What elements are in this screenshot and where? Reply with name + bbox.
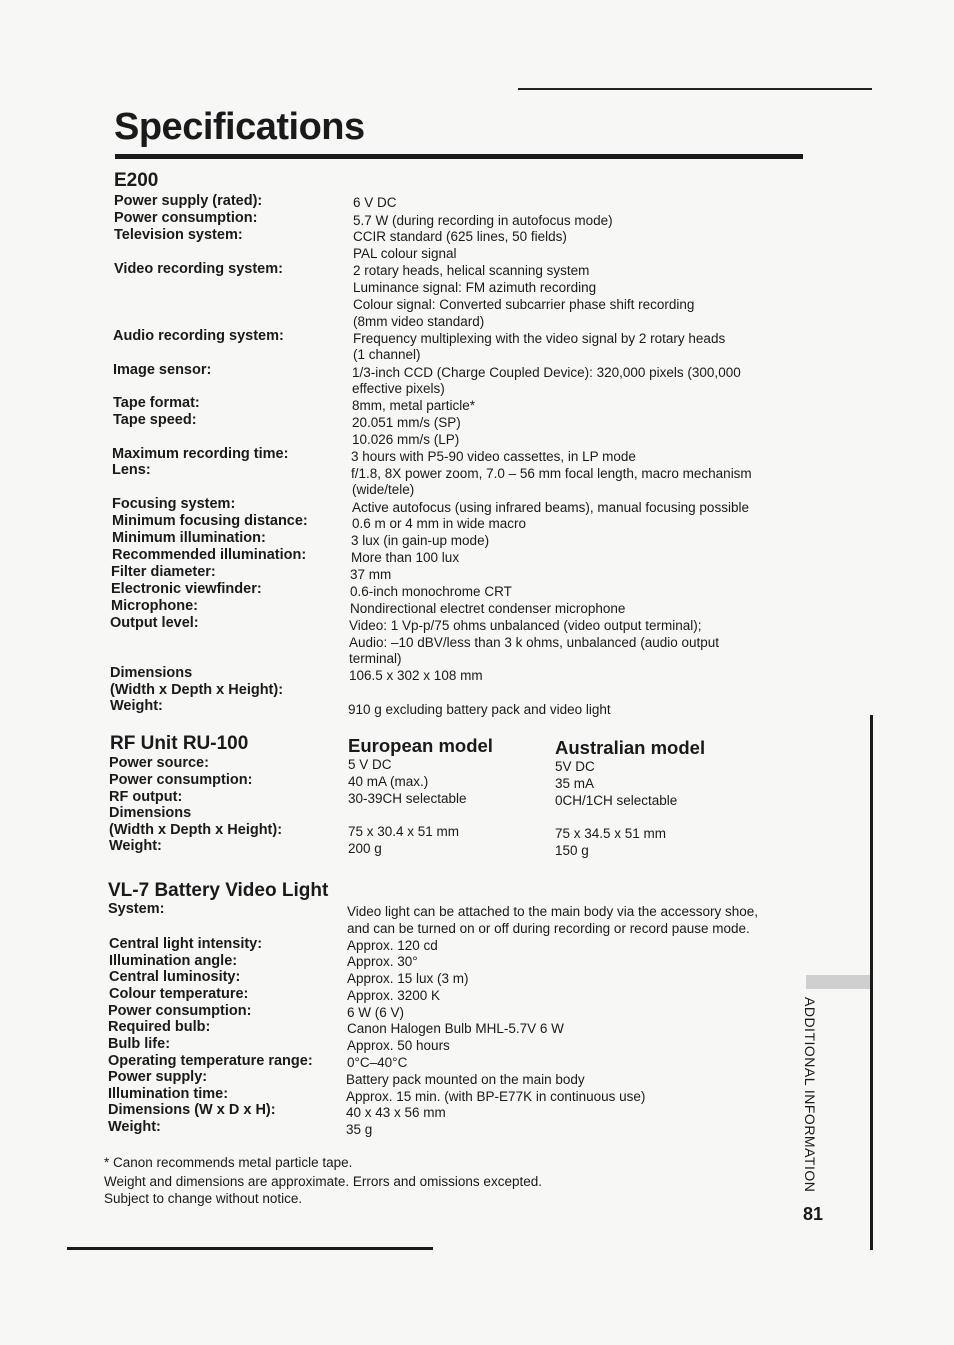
page-number: 81	[803, 1204, 824, 1224]
sidebar-rule	[870, 715, 873, 1250]
spec-label: Power consumption:	[109, 772, 253, 788]
spec-value: Luminance signal: FM azimuth recording	[353, 280, 597, 295]
spec-label: Video recording system:	[114, 261, 283, 277]
spec-value: 30-39CH selectable	[348, 791, 467, 806]
spec-value: 1/3-inch CCD (Charge Coupled Device): 320,000 pixels (300,000	[352, 365, 741, 380]
footnote: * Canon recommends metal particle tape.	[104, 1155, 353, 1170]
spec-value: More than 100 lux	[351, 550, 460, 565]
spec-value: Video: 1 Vp-p/75 ohms unbalanced (video output terminal);	[349, 618, 702, 633]
section-tab	[806, 975, 870, 989]
spec-value: Canon Halogen Bulb MHL-5.7V 6 W	[347, 1021, 564, 1036]
footnote: Weight and dimensions are approximate. Errors and omissions excepted.	[104, 1174, 542, 1189]
european-model-heading: European model	[348, 735, 493, 756]
spec-value: Approx. 15 min. (with BP-E77K in continuous use)	[346, 1089, 646, 1104]
spec-value: 150 g	[555, 843, 589, 858]
spec-label: Power supply:	[108, 1069, 208, 1085]
spec-label: Minimum illumination:	[112, 530, 266, 546]
spec-value: 10.026 mm/s (LP)	[352, 432, 460, 447]
spec-value: Frequency multiplexing with the video signal by 2 rotary heads	[353, 331, 726, 346]
spec-label: Bulb life:	[108, 1036, 171, 1052]
spec-label: Power source:	[109, 755, 209, 771]
spec-label: Central luminosity:	[109, 969, 241, 985]
bottom-rule	[67, 1247, 433, 1250]
spec-label: Tape speed:	[113, 412, 197, 428]
footnote: Subject to change without notice.	[104, 1191, 303, 1206]
spec-label: Minimum focusing distance:	[112, 513, 308, 529]
spec-value: Approx. 30°	[347, 954, 418, 969]
spec-value: 0.6-inch monochrome CRT	[350, 584, 512, 599]
spec-label: (Width x Depth x Height):	[109, 822, 283, 838]
spec-value: 35 g	[346, 1122, 373, 1137]
spec-value: 5V DC	[555, 759, 595, 774]
spec-value: Battery pack mounted on the main body	[346, 1072, 585, 1087]
spec-value: PAL colour signal	[353, 246, 457, 261]
vl7-heading: VL-7 Battery Video Light	[108, 880, 329, 901]
spec-label: RF output:	[109, 789, 183, 805]
spec-value: (1 channel)	[353, 347, 421, 362]
spec-label: Microphone:	[111, 598, 198, 614]
australian-model-heading: Australian model	[555, 737, 706, 758]
spec-label: Colour temperature:	[109, 986, 249, 1002]
spec-value: terminal)	[349, 651, 402, 666]
title-underline	[115, 154, 803, 159]
spec-value: Approx. 15 lux (3 m)	[347, 971, 469, 986]
spec-value: Approx. 120 cd	[347, 938, 438, 953]
spec-label: Dimensions	[110, 665, 193, 681]
spec-value: (wide/tele)	[352, 482, 415, 497]
spec-label: Weight:	[109, 838, 162, 854]
spec-label: Image sensor:	[113, 362, 212, 378]
spec-value: Approx. 50 hours	[347, 1038, 450, 1053]
spec-value: (8mm video standard)	[353, 314, 485, 329]
spec-label: Central light intensity:	[109, 936, 263, 952]
spec-label: Audio recording system:	[113, 328, 284, 344]
spec-value: 0CH/1CH selectable	[555, 793, 678, 808]
spec-value: and can be turned on or off during recording or record pause mode.	[347, 921, 750, 936]
spec-value: 0.6 m or 4 mm in wide macro	[352, 516, 527, 531]
spec-value: 0°C–40°C	[347, 1055, 408, 1070]
spec-value: 5 V DC	[348, 757, 392, 772]
spec-value: 5.7 W (during recording in autofocus mode)	[353, 213, 613, 228]
e200-heading: E200	[114, 170, 159, 191]
spec-label: Maximum recording time:	[112, 446, 289, 462]
spec-label: Dimensions (W x D x H):	[108, 1102, 276, 1118]
spec-label: Power consumption:	[114, 210, 258, 226]
spec-value: 3 lux (in gain-up mode)	[351, 533, 490, 548]
spec-label: Operating temperature range:	[108, 1053, 313, 1069]
spec-label: Television system:	[114, 227, 243, 243]
spec-value: Nondirectional electret condenser microphone	[350, 601, 626, 616]
spec-value: 106.5 x 302 x 108 mm	[349, 668, 483, 683]
spec-value: 75 x 34.5 x 51 mm	[555, 826, 667, 841]
spec-value: Approx. 3200 K	[347, 988, 441, 1003]
spec-value: 35 mA	[555, 776, 595, 791]
spec-value: 6 W (6 V)	[347, 1005, 405, 1020]
spec-label: Output level:	[110, 615, 199, 631]
spec-value: 40 x 43 x 56 mm	[346, 1105, 446, 1120]
rf-unit-heading: RF Unit RU-100	[110, 733, 249, 754]
spec-value: Colour signal: Converted subcarrier phase shift recording	[353, 297, 695, 312]
spec-label: Illumination time:	[108, 1086, 229, 1102]
section-label: ADDITIONAL INFORMATION	[802, 997, 818, 1193]
spec-label: Lens:	[112, 462, 151, 478]
spec-value: 37 mm	[350, 567, 392, 582]
spec-value: 910 g excluding battery pack and video light	[348, 702, 611, 717]
spec-value: 8mm, metal particle*	[352, 398, 476, 413]
spec-label: Focusing system:	[112, 496, 236, 512]
spec-label: Power supply (rated):	[114, 193, 263, 209]
spec-label: Power consumption:	[108, 1003, 252, 1019]
spec-value: 3 hours with P5-90 video cassettes, in LP mode	[351, 449, 636, 464]
spec-label: Filter diameter:	[111, 564, 216, 580]
spec-label: Recommended illumination:	[112, 547, 307, 563]
spec-value: 20.051 mm/s (SP)	[352, 415, 461, 430]
spec-value: 200 g	[348, 841, 382, 856]
spec-value: effective pixels)	[352, 381, 445, 396]
spec-label: Dimensions	[109, 805, 192, 821]
spec-label: Illumination angle:	[109, 953, 238, 969]
top-rule	[518, 88, 872, 90]
spec-label: Tape format:	[113, 395, 200, 411]
spec-value: 2 rotary heads, helical scanning system	[353, 263, 590, 278]
spec-value: 6 V DC	[353, 195, 397, 210]
spec-label: (Width x Depth x Height):	[110, 682, 284, 698]
spec-value: Video light can be attached to the main body via the accessory shoe,	[347, 904, 759, 919]
page-title: Specifications	[114, 106, 365, 148]
spec-label: Required bulb:	[108, 1019, 211, 1035]
spec-label: Electronic viewfinder:	[111, 581, 262, 597]
spec-value: 40 mA (max.)	[348, 774, 429, 789]
spec-value: 75 x 30.4 x 51 mm	[348, 824, 460, 839]
spec-label: Weight:	[110, 698, 163, 714]
spec-label: System:	[108, 901, 165, 917]
spec-value: Audio: –10 dBV/less than 3 k ohms, unbalanced (audio output	[349, 635, 720, 650]
spec-value: Active autofocus (using infrared beams), manual focusing possible	[352, 500, 749, 515]
spec-label: Weight:	[108, 1119, 161, 1135]
spec-value: f/1.8, 8X power zoom, 7.0 – 56 mm focal length, macro mechanism	[351, 466, 752, 481]
spec-value: CCIR standard (625 lines, 50 fields)	[353, 229, 567, 244]
